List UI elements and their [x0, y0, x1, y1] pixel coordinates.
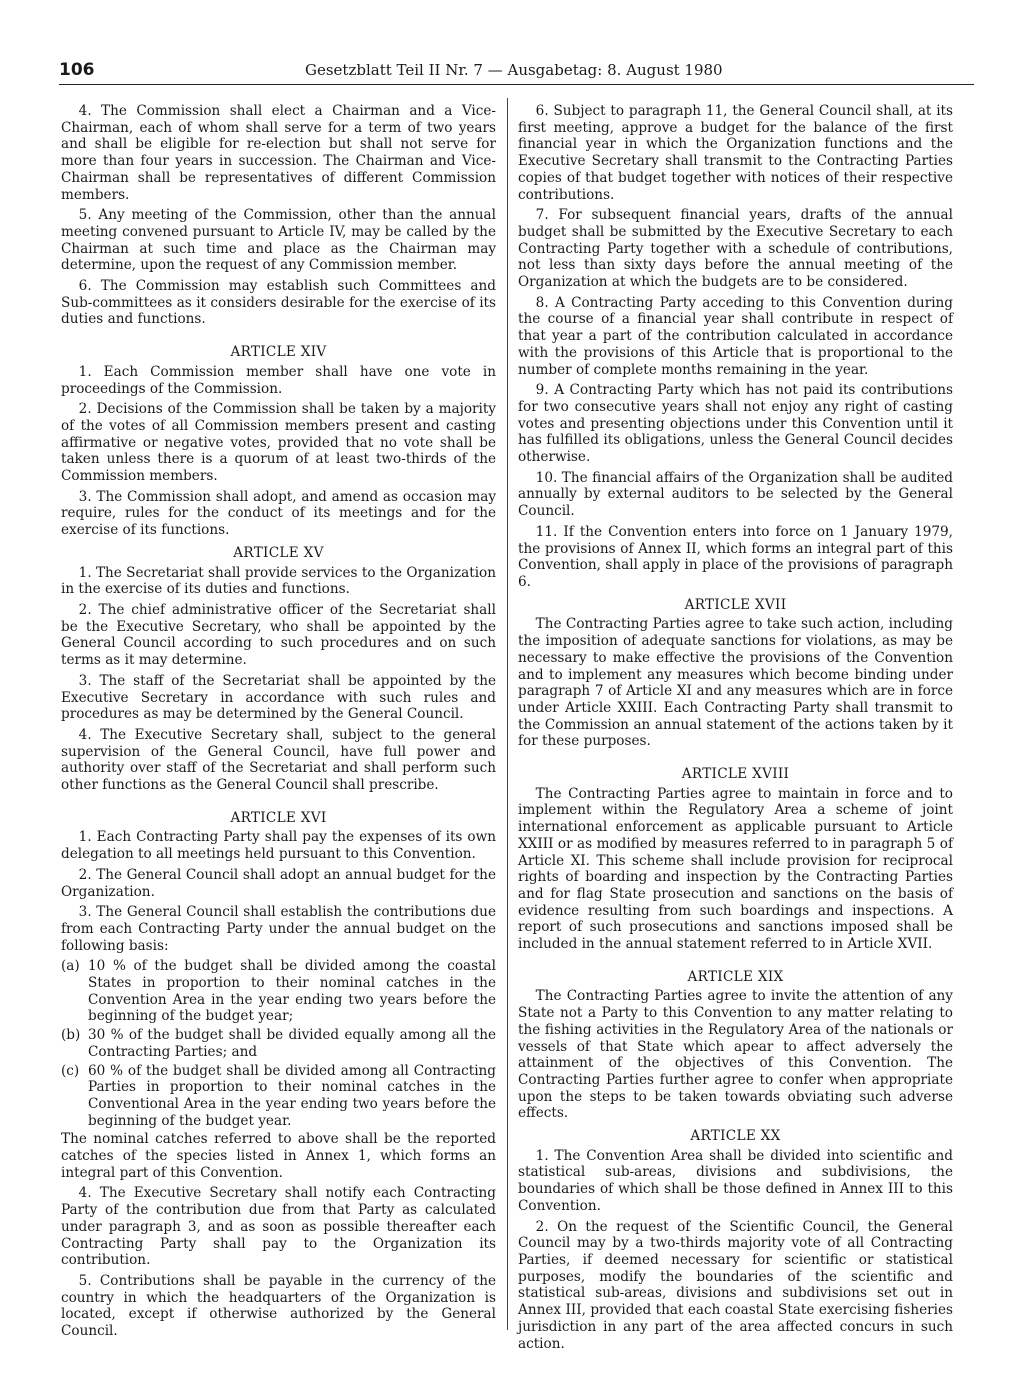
paragraph: 1. Each Commission member shall have one vote in proceedings of the Commission. — [61, 363, 496, 397]
running-head: Gesetzblatt Teil II Nr. 7 — Ausgabetag: 8. August 1980 — [305, 61, 723, 79]
paragraph: 2. On the request of the Scientific Council, the General Council may by a two-thirds majority vote of all Contracting Parties, if deemed necessary for scientific or statistical purposes, modify the boundaries of the scientific and statistical sub-areas, divisions and subdivisions set out in Annex III, provided that each coastal State exercising fisheries jurisdiction in any part of the area affected concurs in such action. — [518, 1218, 953, 1352]
list-item-label: (c) — [61, 1062, 80, 1079]
paragraph: 11. If the Convention enters into force on 1 January 1979, the provisions of Annex II, which forms an integral part of this Convention, shall apply in place of the provisions of paragraph 6. — [518, 523, 953, 590]
right-column — [518, 103, 953, 1356]
paragraph: 8. A Contracting Party acceding to this Convention during the course of a financial year shall contribute in respect of that year a part of the contribution calculated in accordance with the provisions of this Article that is proportional to the number of complete months remaining in the year. — [518, 294, 953, 378]
paragraph: 6. Subject to paragraph 11, the General Council shall, at its first meeting, approve a budget for the balance of the first financial year in which the Organization functions and the Executive Secretary shall transmit to the Contracting Parties copies of that budget together with notices of their respective contributions. — [518, 103, 953, 203]
paragraph: 9. A Contracting Party which has not paid its contributions for two consecutive years shall not enjoy any right of casting votes and presenting objections under this Convention until it has fulfilled its obligations, unless the General Council decides otherwise. — [518, 382, 953, 466]
paragraph: 2. The chief administrative officer of the Secretariat shall be the Executive Secretary, who shall be appointed by the General Council according to such procedures and on such terms as it may determine. — [61, 601, 496, 669]
paragraph: 3. The General Council shall establish the contributions due from each Contracting Party under the annual budget on the following basis: — [61, 904, 496, 954]
paragraph: 5. Contributions shall be payable in the currency of the country in which the headquarters of the Organization is located, except if otherwise authorized by the General Council. — [61, 1273, 496, 1340]
list-item-label: (a) — [61, 958, 80, 975]
page-number: 106 — [59, 60, 95, 80]
article-heading: ARTICLE XX — [690, 1128, 781, 1145]
article-heading: ARTICLE XVII — [684, 596, 787, 613]
paragraph: The nominal catches referred to above shall be the reported catches of the species listed in Annex 1, which forms an integral part of this Convention. — [61, 1131, 496, 1181]
article-heading: ARTICLE XIX — [687, 968, 784, 985]
paragraph: 4. The Executive Secretary shall notify each Contracting Party of the contribution due from that Party as calculated under paragraph 3, and as soon as possible thereafter each Contracting Party shall pay to the Organization its contribution. — [61, 1185, 496, 1269]
paragraph: 4. The Commission shall elect a Chairman and a Vice-Chairman, each of whom shall serve for a term of two years and shall be eligible for re-election but shall not serve for more than four years in succession. The Chairman and Vice-Chairman shall be representatives of different Commission members. — [61, 103, 496, 203]
paragraph: 6. The Commission may establish such Committees and Sub-committees as it considers desirable for the exercise of its duties and functions. — [61, 278, 496, 328]
paragraph: 2. Decisions of the Commission shall be taken by a majority of the votes of all Commission members present and casting affirmative or negative votes, provided that no vote shall be taken unless there is a quorum of at least two-thirds of the Commission members. — [61, 401, 496, 485]
article-heading: ARTICLE XIV — [230, 344, 327, 361]
paragraph: 3. The staff of the Secretariat shall be appointed by the Executive Secretary in accordance with such rules and procedures as may be determined by the General Council. — [61, 672, 496, 723]
paragraph: The Contracting Parties agree to take such action, including the imposition of adequate sanctions for violations, as may be necessary to make effective the provisions of the Convention and to implement any measures which become binding under paragraph 7 of Article XI and any measures which are in force under Article XXIII. Each Contracting Party shall transmit to the Commission an annual statement of the actions taken by it for these purposes. — [518, 616, 953, 750]
list-item-text: 30 % of the budget shall be divided equally among all the Contracting Parties; and — [88, 1027, 496, 1060]
article-heading: ARTICLE XVIII — [681, 766, 790, 783]
paragraph: 1. The Convention Area shall be divided into scientific and statistical sub-areas, divisions and subdivisions, the boundaries of which shall be those defined in Annex III to this Convention. — [518, 1147, 953, 1214]
paragraph: 3. The Commission shall adopt, and amend as occasion may require, rules for the conduct of its meetings and for the exercise of its functions. — [61, 488, 496, 539]
paragraph: 1. The Secretariat shall provide services to the Organization in the exercise of its duties and functions. — [61, 564, 496, 598]
paragraph: 10. The financial affairs of the Organization shall be audited annually by external auditors to be selected by the General Council. — [518, 469, 953, 520]
paragraph: The Contracting Parties agree to maintain in force and to implement within the Regulatory Area a scheme of joint international enforcement as applicable pursuant to Article XXIII or as modified by measures referred to in paragraph 5 of Article XI. This scheme shall include provision for reciprocal rights of boarding and inspection by the Contracting Parties and for flag State prosecution and sanctions on the basis of evidence resulting from such boardings and inspections. A report of such prosecutions and sanctions imposed shall be included in the annual statement referred to in Article XVII. — [518, 785, 953, 953]
paragraph: 7. For subsequent financial years, drafts of the annual budget shall be submitted by the Executive Secretary to each Contracting Party together with a schedule of contributions, not less than sixty days before the annual meeting of the Organization at which the budgets are to be considered. — [518, 207, 953, 291]
article-heading: ARTICLE XV — [233, 544, 324, 561]
paragraph: 2. The General Council shall adopt an annual budget for the Organization. — [61, 866, 496, 900]
article-heading: ARTICLE XVI — [230, 809, 327, 826]
list-item — [61, 1027, 496, 1060]
list-item — [61, 958, 496, 1025]
list-item-text: 60 % of the budget shall be divided among all Contracting Parties in proportion to their nominal catches in the Conventional Area in the year ending two years before the beginning of the budget year. — [88, 1062, 496, 1129]
left-column — [61, 103, 496, 1344]
paragraph: 1. Each Contracting Party shall pay the expenses of its own delegation to all meetings held pursuant to this Convention. — [61, 829, 496, 863]
paragraph: 5. Any meeting of the Commission, other than the annual meeting convened pursuant to Article IV, may be called by the Chairman at such time and place as the Chairman may determine, upon the request of any Commission member. — [61, 207, 496, 274]
page-header — [59, 58, 974, 85]
list-item — [61, 1063, 496, 1130]
list-item-text: 10 % of the budget shall be divided among the coastal States in proportion to their nominal catches in the Convention Area in the year ending two years before the beginning of the budget year; — [88, 958, 496, 1025]
list-item-label: (b) — [61, 1027, 81, 1044]
paragraph: 4. The Executive Secretary shall, subject to the general supervision of the General Council, have full power and authority over staff of the Secretariat and shall perform such other functions as the General Council shall prescribe. — [61, 726, 496, 794]
paragraph: The Contracting Parties agree to invite the attention of any State not a Party to this Convention to any matter relating to the fishing activities in the Regulatory Area of the nationals or vessels of that State which apear to affect adversely the attainment of the objectives of this Convention. The Contracting Parties further agree to confer when appropriate upon the steps to be taken towards obviating such adverse effects. — [518, 988, 953, 1122]
column-divider — [507, 98, 508, 1330]
